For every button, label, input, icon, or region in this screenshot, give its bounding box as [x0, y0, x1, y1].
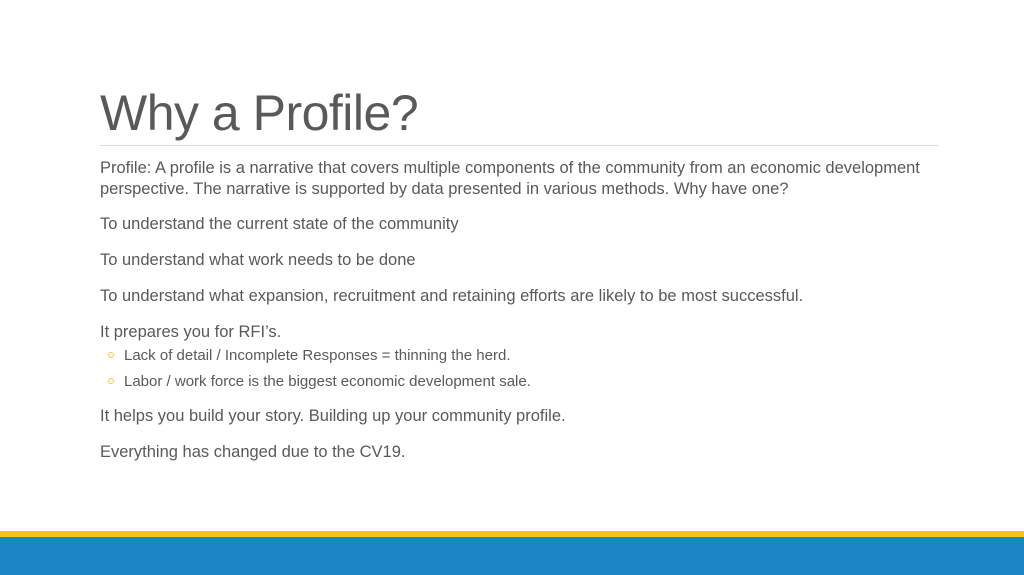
- slide-body: [100, 158, 920, 478]
- bullet-text: Labor / work force is the biggest economic development sale.: [124, 373, 531, 390]
- bullet-circle-icon: [108, 378, 114, 384]
- paragraph-rfi: It prepares you for RFI’s.: [100, 323, 282, 341]
- paragraph-current-state: To understand the current state of the community: [100, 215, 459, 233]
- paragraph-story: It helps you build your story. Building up your community profile.: [100, 407, 566, 425]
- list-item: [100, 346, 920, 366]
- title-divider: [100, 145, 938, 146]
- list-item: [100, 372, 920, 392]
- paragraph-profile-definition: Profile: A profile is a narrative that covers multiple components of the community from an economic development perspective. The narrative is supported by data presented in various methods. Why have one?: [100, 159, 920, 198]
- paragraph-efforts: To understand what expansion, recruitment and retaining efforts are likely to be most successful.: [100, 287, 804, 305]
- paragraph-work-needed: To understand what work needs to be done: [100, 251, 416, 269]
- paragraph-cv19: Everything has changed due to the CV19.: [100, 443, 406, 461]
- footer-blue-band: [0, 537, 1024, 575]
- bullet-text: Lack of detail / Incomplete Responses = thinning the herd.: [124, 347, 511, 364]
- bullet-circle-icon: [108, 352, 114, 358]
- slide-title: Why a Profile?: [100, 85, 419, 141]
- rfi-bullet-list: [100, 346, 920, 392]
